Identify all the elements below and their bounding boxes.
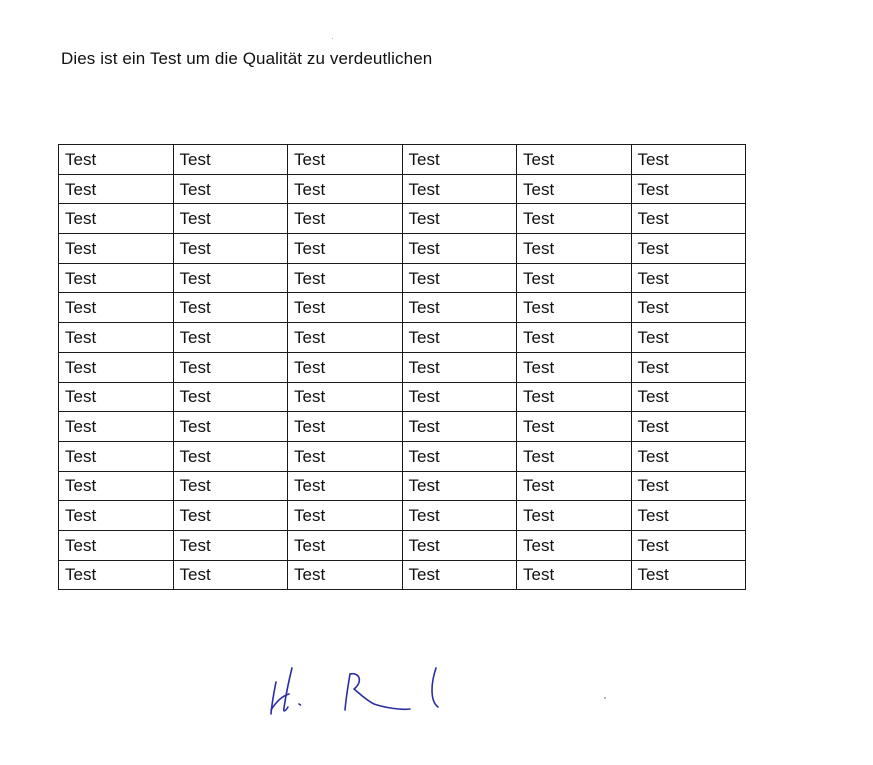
table-cell: Test bbox=[59, 293, 174, 323]
table-cell: Test bbox=[173, 352, 288, 382]
table-cell: Test bbox=[517, 471, 632, 501]
table-row bbox=[59, 234, 746, 264]
table-cell: Test bbox=[402, 293, 517, 323]
table-cell: Test bbox=[631, 441, 746, 471]
table-cell: Test bbox=[288, 560, 403, 590]
table-cell: Test bbox=[288, 145, 403, 175]
table-cell: Test bbox=[173, 560, 288, 590]
table-row bbox=[59, 323, 746, 353]
table-cell: Test bbox=[402, 382, 517, 412]
table-cell: Test bbox=[173, 412, 288, 442]
table-cell: Test bbox=[517, 204, 632, 234]
table-row bbox=[59, 352, 746, 382]
table-cell: Test bbox=[288, 204, 403, 234]
test-table bbox=[58, 144, 746, 590]
table-cell: Test bbox=[517, 530, 632, 560]
table-cell: Test bbox=[59, 382, 174, 412]
table-cell: Test bbox=[173, 382, 288, 412]
table-cell: Test bbox=[402, 352, 517, 382]
table-cell: Test bbox=[402, 530, 517, 560]
table-cell: Test bbox=[173, 323, 288, 353]
table-cell: Test bbox=[631, 560, 746, 590]
table-cell: Test bbox=[59, 560, 174, 590]
table-cell: Test bbox=[631, 234, 746, 264]
table-body bbox=[59, 145, 746, 590]
table-cell: Test bbox=[631, 263, 746, 293]
table-cell: Test bbox=[173, 471, 288, 501]
table-cell: Test bbox=[402, 501, 517, 531]
table-cell: Test bbox=[173, 204, 288, 234]
table-cell: Test bbox=[288, 234, 403, 264]
table-cell: Test bbox=[631, 323, 746, 353]
table-row bbox=[59, 441, 746, 471]
table-row bbox=[59, 204, 746, 234]
table-row bbox=[59, 560, 746, 590]
table-cell: Test bbox=[517, 293, 632, 323]
table-cell: Test bbox=[517, 234, 632, 264]
table-cell: Test bbox=[288, 501, 403, 531]
table-cell: Test bbox=[288, 263, 403, 293]
table-cell: Test bbox=[288, 323, 403, 353]
table-cell: Test bbox=[59, 234, 174, 264]
table-cell: Test bbox=[288, 412, 403, 442]
table-cell: Test bbox=[402, 323, 517, 353]
table-cell: Test bbox=[59, 174, 174, 204]
table-cell: Test bbox=[59, 501, 174, 531]
table-cell: Test bbox=[402, 441, 517, 471]
table-cell: Test bbox=[631, 174, 746, 204]
table-cell: Test bbox=[59, 530, 174, 560]
table-cell: Test bbox=[173, 174, 288, 204]
table-cell: Test bbox=[288, 352, 403, 382]
table-cell: Test bbox=[59, 204, 174, 234]
table-row bbox=[59, 501, 746, 531]
table-cell: Test bbox=[402, 560, 517, 590]
table-cell: Test bbox=[402, 471, 517, 501]
table-cell: Test bbox=[402, 263, 517, 293]
table-cell: Test bbox=[173, 501, 288, 531]
table-cell: Test bbox=[631, 412, 746, 442]
table-cell: Test bbox=[517, 174, 632, 204]
table-cell: Test bbox=[631, 204, 746, 234]
table-cell: Test bbox=[402, 204, 517, 234]
table-cell: Test bbox=[517, 352, 632, 382]
table-cell: Test bbox=[402, 174, 517, 204]
table-row bbox=[59, 530, 746, 560]
table-row bbox=[59, 174, 746, 204]
table-cell: Test bbox=[517, 323, 632, 353]
table-cell: Test bbox=[631, 471, 746, 501]
table-row bbox=[59, 471, 746, 501]
scan-speck bbox=[332, 38, 333, 39]
table-cell: Test bbox=[59, 412, 174, 442]
table-cell: Test bbox=[173, 145, 288, 175]
table-cell: Test bbox=[288, 293, 403, 323]
page-heading: Dies ist ein Test um die Qualität zu verdeutlichen bbox=[61, 49, 433, 68]
table-cell: Test bbox=[59, 263, 174, 293]
table-cell: Test bbox=[631, 530, 746, 560]
table-cell: Test bbox=[288, 382, 403, 412]
table-cell: Test bbox=[173, 263, 288, 293]
table-row bbox=[59, 382, 746, 412]
table-cell: Test bbox=[288, 471, 403, 501]
table-cell: Test bbox=[173, 293, 288, 323]
table-cell: Test bbox=[631, 145, 746, 175]
table-cell: Test bbox=[402, 234, 517, 264]
table-cell: Test bbox=[59, 471, 174, 501]
table-cell: Test bbox=[173, 234, 288, 264]
table-cell: Test bbox=[517, 263, 632, 293]
table-cell: Test bbox=[517, 145, 632, 175]
table-cell: Test bbox=[402, 412, 517, 442]
table-cell: Test bbox=[288, 530, 403, 560]
table-cell: Test bbox=[631, 352, 746, 382]
table-cell: Test bbox=[517, 382, 632, 412]
table-row bbox=[59, 412, 746, 442]
table-cell: Test bbox=[173, 441, 288, 471]
table-cell: Test bbox=[517, 412, 632, 442]
handwritten-signature bbox=[262, 652, 452, 722]
table-cell: Test bbox=[59, 352, 174, 382]
table-cell: Test bbox=[173, 530, 288, 560]
table-row bbox=[59, 293, 746, 323]
table-cell: Test bbox=[631, 293, 746, 323]
table-cell: Test bbox=[402, 145, 517, 175]
table-cell: Test bbox=[288, 174, 403, 204]
table-cell: Test bbox=[631, 382, 746, 412]
table-cell: Test bbox=[59, 441, 174, 471]
table-cell: Test bbox=[59, 145, 174, 175]
scan-speck bbox=[604, 697, 606, 699]
table-row bbox=[59, 145, 746, 175]
table-cell: Test bbox=[631, 501, 746, 531]
table-row bbox=[59, 263, 746, 293]
table-cell: Test bbox=[517, 501, 632, 531]
table-cell: Test bbox=[517, 560, 632, 590]
table-cell: Test bbox=[517, 441, 632, 471]
table-cell: Test bbox=[288, 441, 403, 471]
table-cell: Test bbox=[59, 323, 174, 353]
